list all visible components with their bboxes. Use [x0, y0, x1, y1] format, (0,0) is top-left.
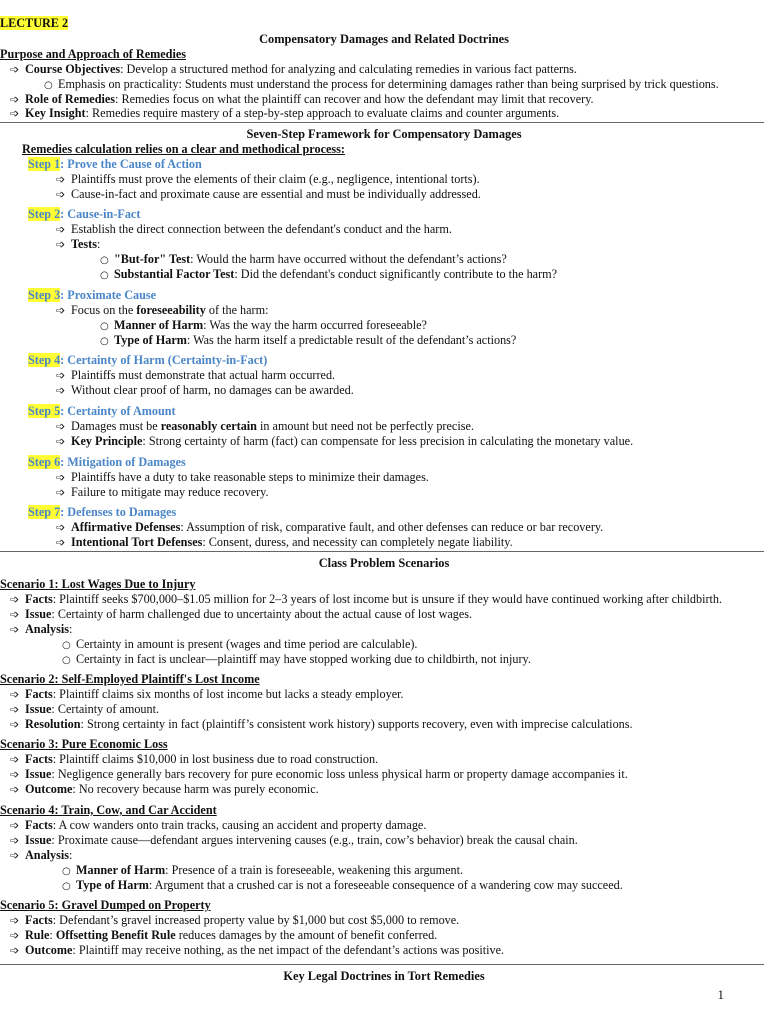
doctrines-heading: Key Legal Doctrines in Tort Remedies — [283, 969, 485, 983]
list-item: ➩ Issue: Certainty of amount. — [10, 702, 160, 716]
purpose-heading: Purpose and Approach of Remedies — [0, 47, 186, 61]
list-item: ○ Substantial Factor Test: Did the defendant's conduct significantly contribute to the harm? — [100, 267, 558, 281]
list-item: ➩ Without clear proof of harm, no damages can be awarded. — [56, 383, 354, 397]
list-item: ➩ Facts: A cow wanders onto train tracks, causing an accident and property damage. — [10, 818, 427, 832]
framework-intro: Remedies calculation relies on a clear and methodical process: — [22, 142, 345, 156]
page-title: Compensatory Damages and Related Doctrines — [259, 32, 509, 46]
list-item: ➩ Establish the direct connection between the defendant's conduct and the harm. — [56, 222, 452, 236]
list-item: ○ Manner of Harm: Was the way the harm occurred foreseeable? — [100, 318, 427, 332]
list-item: ➩ Outcome: No recovery because harm was purely economic. — [10, 782, 319, 796]
list-item: ➩ Plaintiffs have a duty to take reasonable steps to minimize their damages. — [56, 470, 429, 484]
bullet-key-insight: ➩ Key Insight: Remedies require mastery of a step-by-step approach to evaluate claims and counter arguments. — [10, 106, 560, 120]
list-item: ○ Certainty in fact is unclear—plaintiff may have stopped working due to childbirth, not injury. — [62, 652, 531, 666]
divider — [0, 551, 764, 552]
step-4-heading: Step 4: Certainty of Harm (Certainty-in-Fact) — [28, 353, 268, 367]
scenario-4-heading: Scenario 4: Train, Cow, and Car Accident — [0, 803, 217, 817]
list-item: ➩ Issue: Proximate cause—defendant argues intervening causes (e.g., train, cow’s behavior) break the causal chain. — [10, 833, 578, 847]
list-item: ○ Type of Harm: Argument that a crushed car is not a foreseeable consequence of a wandering cow may succeed. — [62, 878, 623, 892]
list-item: ➩ Tests: — [56, 237, 101, 251]
list-item: ➩ Facts: Plaintiff claims six months of lost income but lacks a steady employer. — [10, 687, 404, 701]
page-number: 1 — [717, 987, 724, 1002]
list-item: ○ Type of Harm: Was the harm itself a predictable result of the defendant’s actions? — [100, 333, 517, 347]
scenario-2-heading: Scenario 2: Self-Employed Plaintiff's Lost Income — [0, 672, 260, 686]
list-item: ➩ Facts: Plaintiff claims $10,000 in lost business due to road construction. — [10, 752, 379, 766]
list-item: ➩ Damages must be reasonably certain in amount but need not be perfectly precise. — [56, 419, 474, 433]
list-item: ➩ Facts: Plaintiff seeks $700,000–$1.05 million for 2–3 years of lost income but is unsure if they would have continued working after childbirth. — [10, 592, 723, 606]
step-3-heading: Step 3: Proximate Cause — [28, 288, 157, 302]
list-item: ➩ Intentional Tort Defenses: Consent, duress, and necessity can completely negate liability. — [56, 535, 513, 549]
list-item: ➩ Analysis: — [10, 622, 73, 636]
sub-bullet-practicality: ○ Emphasis on practicality: Students must understand the process for determining damages rather than being surprised by trick questions. — [44, 77, 719, 91]
list-item: ○ "But-for" Test: Would the harm have occurred without the defendant’s actions? — [100, 252, 507, 266]
step-7-heading: Step 7: Defenses to Damages — [28, 505, 177, 519]
bullet-course-objectives: ➩ Course Objectives: Develop a structured method for analyzing and calculating remedies in various fact patterns. — [10, 62, 577, 76]
list-item: ➩ Outcome: Plaintiff may receive nothing, as the net impact of the defendant’s actions was positive. — [10, 943, 505, 957]
list-item: ➩ Affirmative Defenses: Assumption of risk, comparative fault, and other defenses can reduce or bar recovery. — [56, 520, 604, 534]
divider — [0, 122, 764, 123]
scenario-5-heading: Scenario 5: Gravel Dumped on Property — [0, 898, 211, 912]
scenario-1-heading: Scenario 1: Lost Wages Due to Injury — [0, 577, 196, 591]
list-item: ➩ Focus on the foreseeability of the harm: — [56, 303, 269, 317]
list-item: ➩ Facts: Defendant’s gravel increased property value by $1,000 but cost $5,000 to remove. — [10, 913, 460, 927]
list-item: ➩ Plaintiffs must demonstrate that actual harm occurred. — [56, 368, 336, 382]
list-item: ➩ Cause-in-fact and proximate cause are essential and must be individually addressed. — [56, 187, 481, 201]
bullet-role-of-remedies: ➩ Role of Remedies: Remedies focus on what the plaintiff can recover and how the defendant may limit that recovery. — [10, 92, 594, 106]
scenarios-heading: Class Problem Scenarios — [318, 556, 450, 570]
step-2-heading: Step 2: Cause-in-Fact — [28, 207, 141, 221]
step-1-heading: Step 1: Prove the Cause of Action — [28, 157, 202, 171]
step-5-heading: Step 5: Certainty of Amount — [28, 404, 176, 418]
framework-heading: Seven-Step Framework for Compensatory Damages — [246, 127, 522, 141]
scenario-3-heading: Scenario 3: Pure Economic Loss — [0, 737, 168, 751]
list-item: ➩ Issue: Negligence generally bars recovery for pure economic loss unless physical harm or property damage accompanies it. — [10, 767, 628, 781]
list-item: ➩ Failure to mitigate may reduce recovery. — [56, 485, 269, 499]
list-item: ➩ Issue: Certainty of harm challenged due to uncertainty about the actual cause of lost wages. — [10, 607, 473, 621]
lecture-label: LECTURE 2 — [0, 16, 69, 30]
list-item: ➩ Key Principle: Strong certainty of harm (fact) can compensate for less precision in calculating the monetary value. — [56, 434, 634, 448]
list-item: ➩ Rule: Offsetting Benefit Rule reduces damages by the amount of benefit conferred. — [10, 928, 438, 942]
list-item: ➩ Plaintiffs must prove the elements of their claim (e.g., negligence, intentional torts). — [56, 172, 480, 186]
divider — [0, 964, 764, 965]
list-item: ○ Certainty in amount is present (wages and time period are calculable). — [62, 637, 418, 651]
list-item: ○ Manner of Harm: Presence of a train is foreseeable, weakening this argument. — [62, 863, 464, 877]
list-item: ➩ Resolution: Strong certainty in fact (plaintiff’s consistent work history) supports recovery, even with imprecise calculations. — [10, 717, 633, 731]
step-6-heading: Step 6: Mitigation of Damages — [28, 455, 186, 469]
list-item: ➩ Analysis: — [10, 848, 73, 862]
